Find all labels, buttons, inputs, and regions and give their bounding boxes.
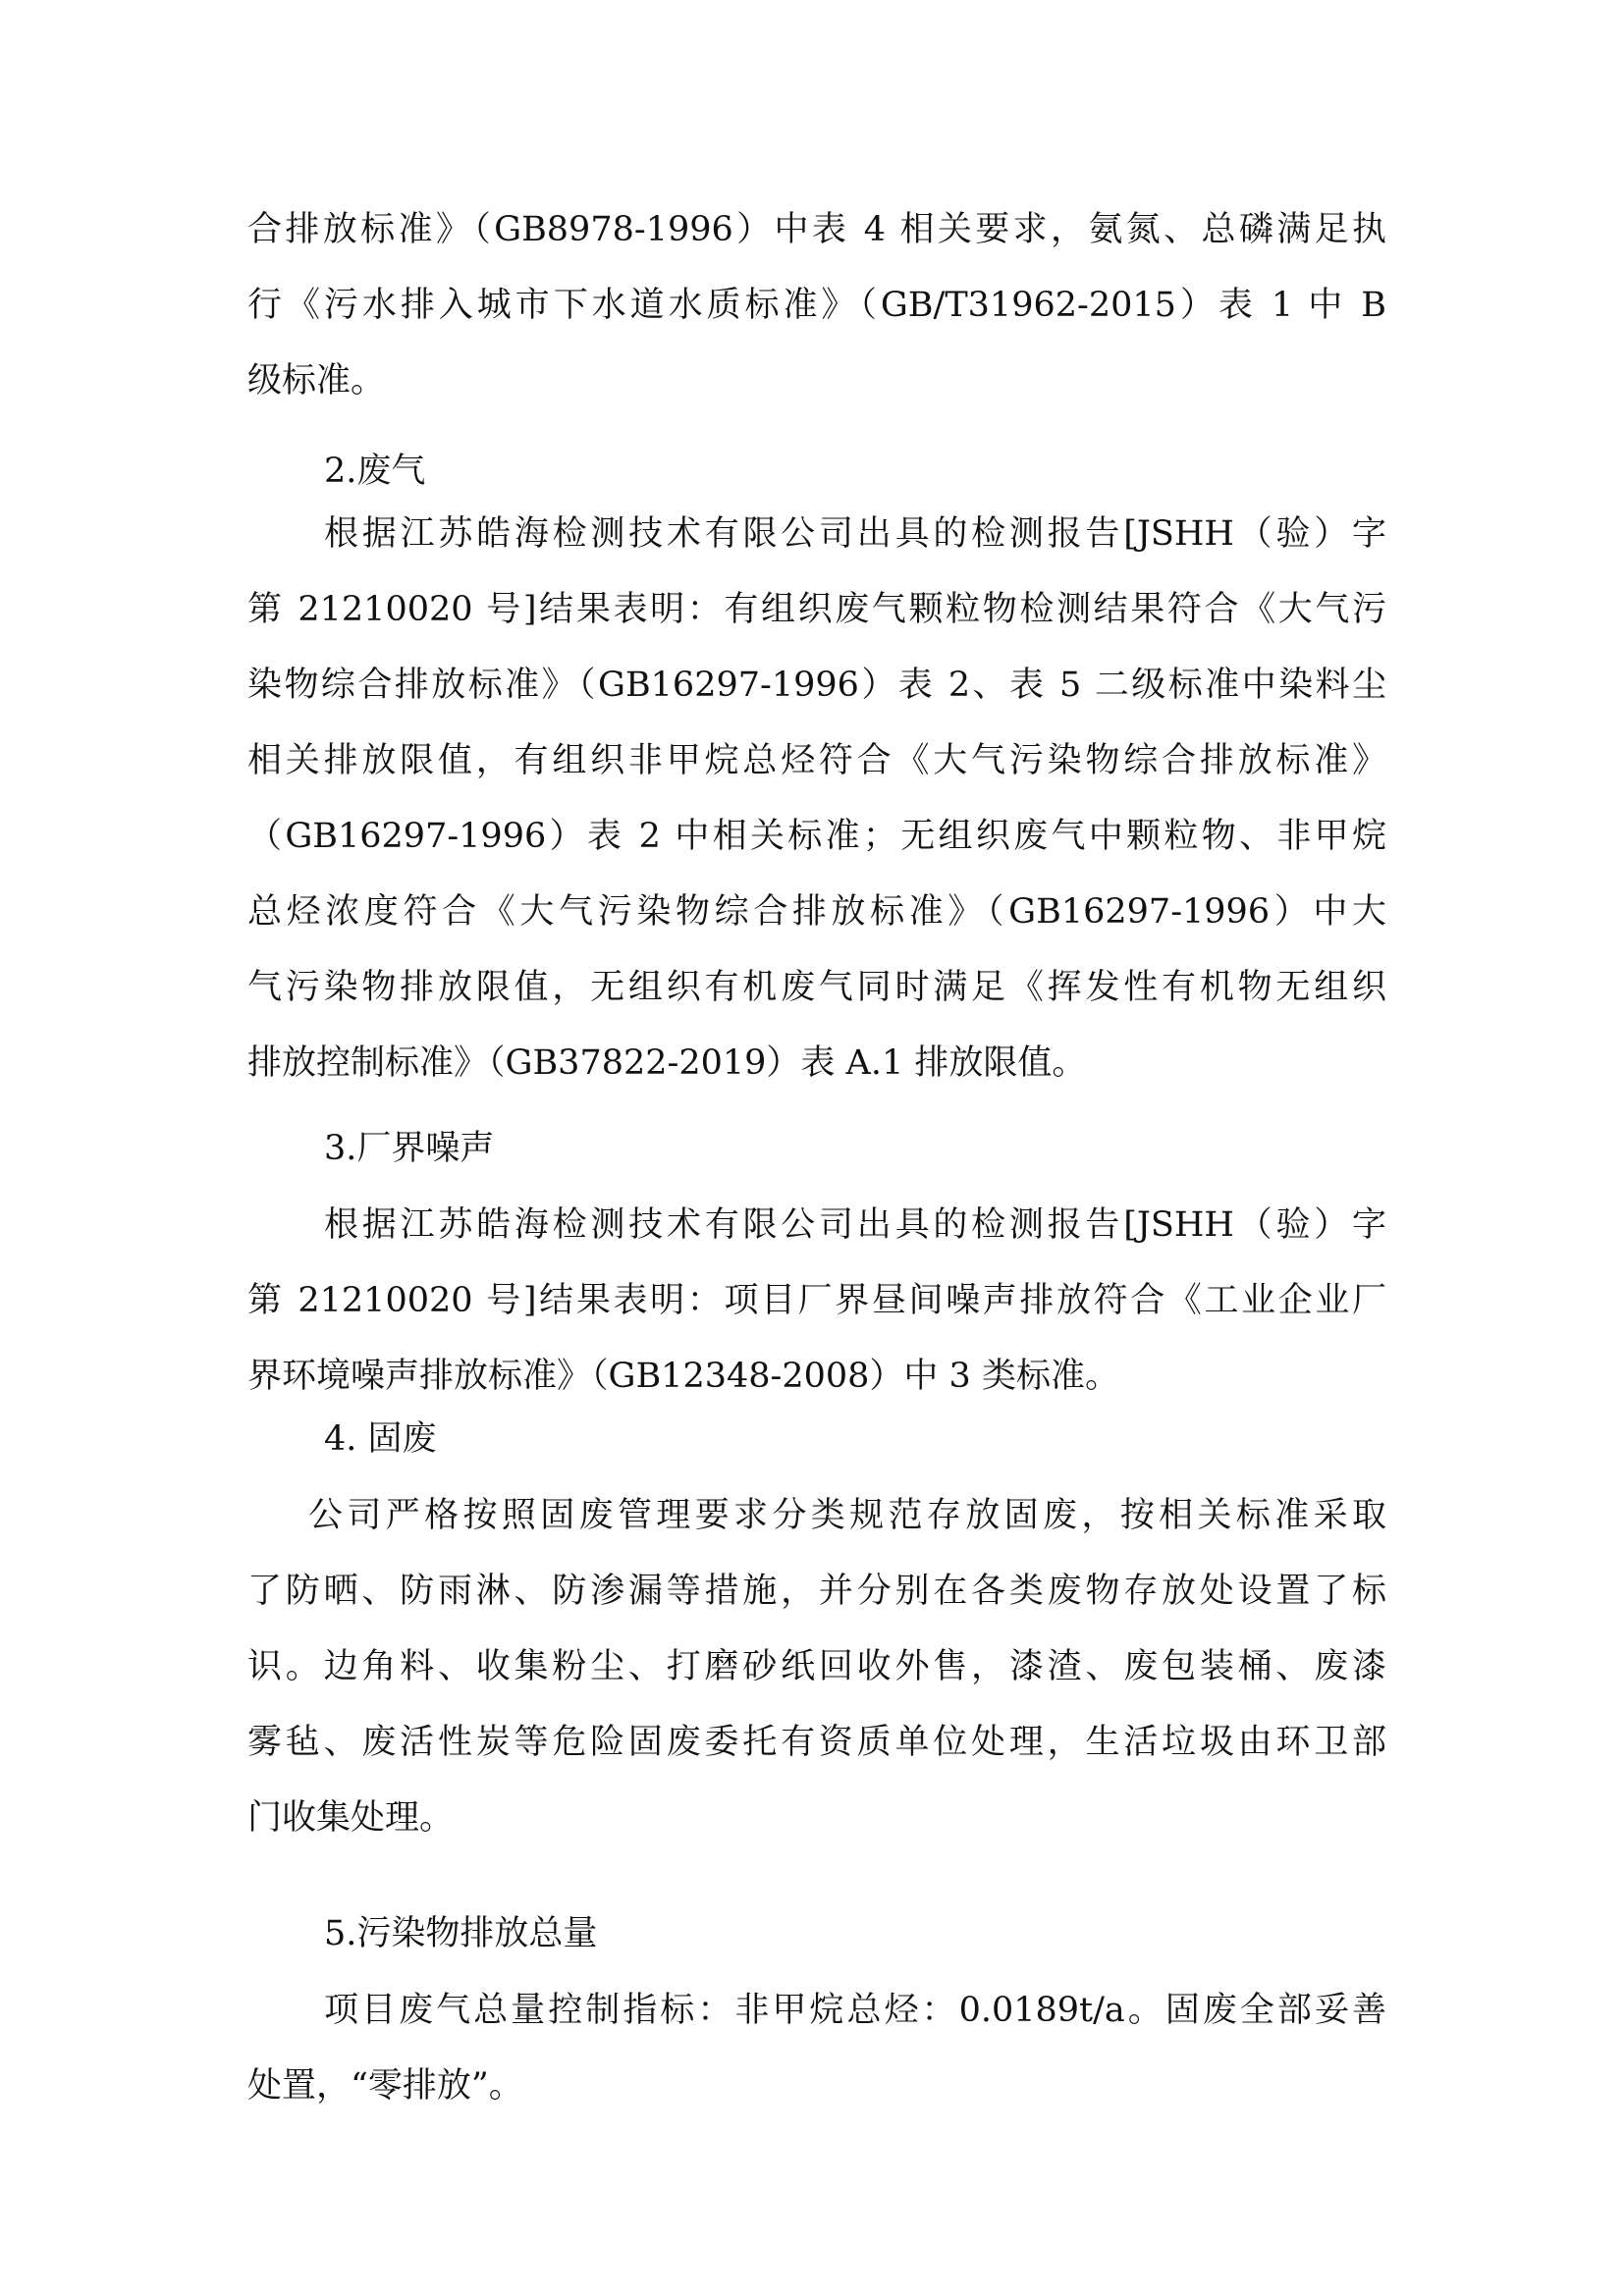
paragraph-line: 公司严格按照固废管理要求分类规范存放固废，按相关标准采取	[308, 1496, 1386, 1535]
paragraph-line: 处置，“零排放”。	[247, 2066, 523, 2106]
section-heading-solid-waste: 4. 固废	[324, 1419, 437, 1459]
paragraph-line: 排放控制标准》（GB37822-2019）表 A.1 排放限值。	[247, 1043, 1087, 1083]
section-heading-emission-total: 5.污染物排放总量	[324, 1914, 598, 1953]
paragraph-line: 识。边角料、收集粉尘、打磨砂纸回收外售，漆渣、废包装桶、废漆	[247, 1647, 1386, 1686]
emission-total-paragraph	[247, 1973, 1386, 2124]
paragraph-line: 了防晒、防雨淋、防渗漏等措施，并分别在各类废物存放处设置了标	[247, 1572, 1386, 1611]
paragraph-line: 气污染物排放限值，无组织有机废气同时满足《挥发性有机物无组织	[247, 968, 1386, 1007]
paragraph-line: 染物综合排放标准》（GB16297-1996）表 2、表 5 二级标准中染料尘	[247, 666, 1386, 705]
gas-paragraph	[247, 497, 1386, 1101]
paragraph-line: 合排放标准》（GB8978-1996）中表 4 相关要求，氨氮、总磷满足执	[247, 210, 1386, 249]
paragraph-line: 根据江苏皓海检测技术有限公司出具的检测报告[JSHH（验）字	[324, 1205, 1386, 1245]
paragraph-line: 第 21210020 号]结果表明：项目厂界昼间噪声排放符合《工业企业厂	[247, 1281, 1386, 1320]
paragraph-line: （GB16297-1996）表 2 中相关标准；无组织废气中颗粒物、非甲烷	[247, 817, 1386, 856]
paragraph-line: 门收集处理。	[247, 1798, 455, 1838]
paragraph-line: 总烃浓度符合《大气污染物综合排放标准》（GB16297-1996）中大	[247, 892, 1386, 932]
paragraph-line: 第 21210020 号]结果表明：有组织废气颗粒物检测结果符合《大气污	[247, 590, 1386, 629]
paragraph-line: 界环境噪声排放标准》（GB12348-2008）中 3 类标准。	[247, 1357, 1119, 1396]
paragraph-line: 项目废气总量控制指标：非甲烷总烃：0.0189t/a。固废全部妥善	[324, 1991, 1386, 2030]
section-heading-gas: 2.废气	[324, 452, 426, 491]
paragraph-line: 行《污水排入城市下水道水质标准》（GB/T31962-2015）表 1 中 B	[247, 286, 1386, 325]
water-standard-paragraph	[247, 192, 1386, 419]
noise-paragraph	[247, 1188, 1386, 1415]
paragraph-line: 雾毡、废活性炭等危险固废委托有资质单位处理，生活垃圾由环卫部	[247, 1723, 1386, 1762]
paragraph-line: 根据江苏皓海检测技术有限公司出具的检测报告[JSHH（验）字	[324, 514, 1386, 554]
solid-waste-paragraph	[247, 1478, 1386, 1856]
paragraph-line: 级标准。	[247, 361, 386, 400]
section-heading-noise: 3.厂界噪声	[324, 1129, 495, 1168]
paragraph-line: 相关排放限值，有组织非甲烷总烃符合《大气污染物综合排放标准》	[247, 741, 1386, 780]
